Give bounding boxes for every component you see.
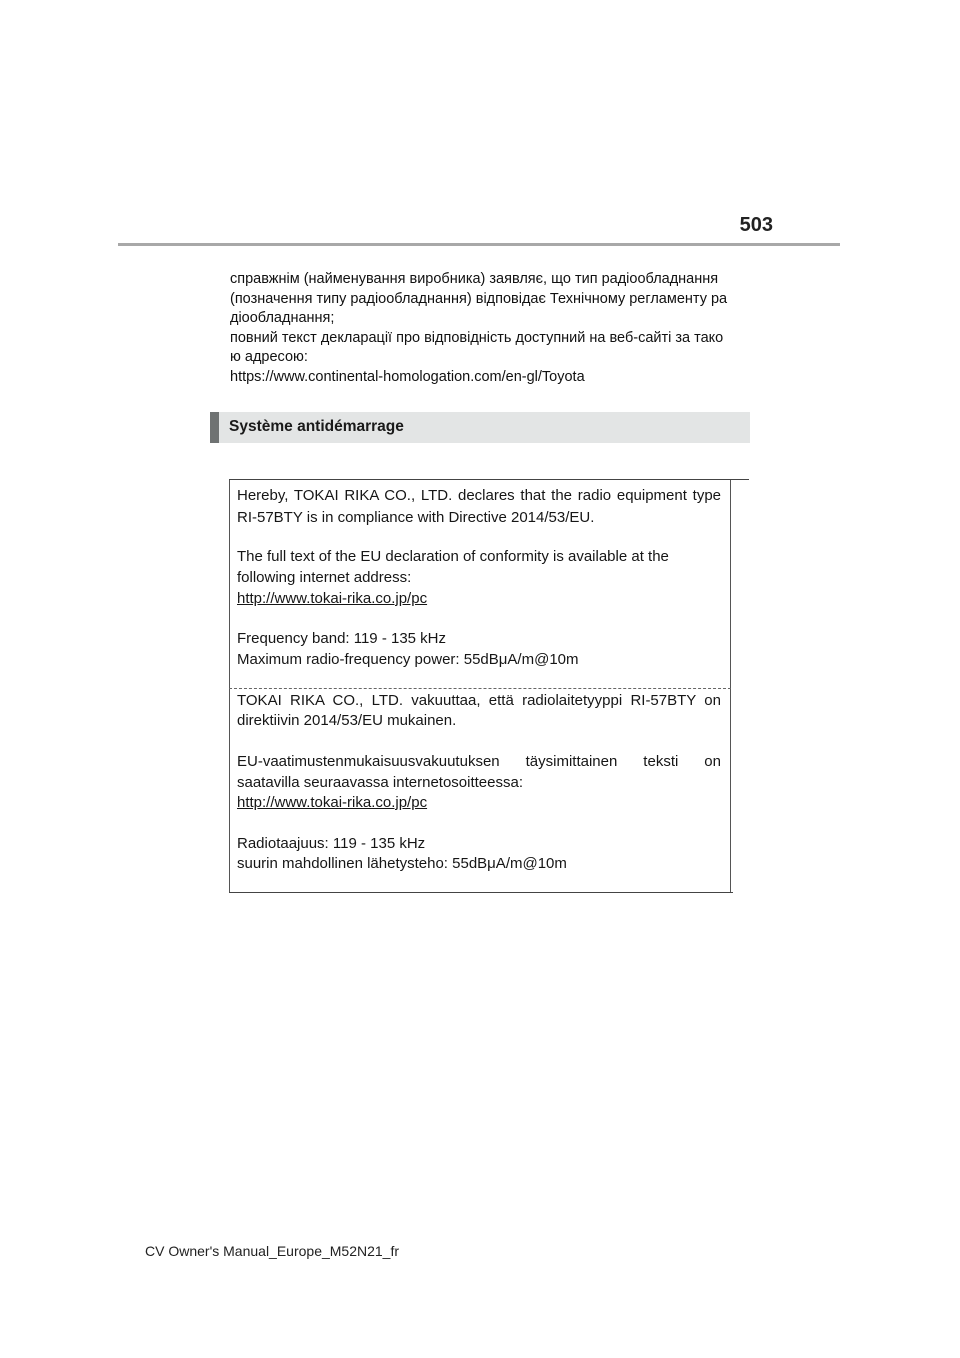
declaration-line: saatavilla seuraavassa internetosoitteessa: [237, 774, 523, 791]
declaration-line: RI-57BTY is in compliance with Directive 2014/53/EU. [237, 509, 595, 526]
scanned-declaration-frame [229, 479, 731, 892]
frequency-band: Radiotaajuus: 119 - 135 kHz [237, 835, 426, 852]
intro-line: ю адресою: [230, 349, 308, 365]
max-power: Maximum radio-frequency power: 55dBμA/m@10m [237, 651, 579, 668]
page-footer: CV Owner's Manual_Europe_M52N21_fr [145, 1243, 400, 1259]
declaration-line: TOKAI RIKA CO., LTD. vakuuttaa, että radiolaitetyyppi RI-57BTY on [237, 692, 721, 709]
scan-top-edge [229, 479, 749, 480]
declaration-link[interactable]: http://www.tokai-rika.co.jp/pc [237, 590, 428, 607]
scan-bottom-edge [229, 892, 733, 893]
max-power: suurin mahdollinen lähetysteho: 55dBμA/m@10m [237, 855, 567, 872]
scan-divider [229, 688, 731, 689]
declaration-line: The full text of the EU declaration of conformity is available at the [237, 548, 669, 565]
intro-line: повний текст декларації про відповідність доступний на веб-сайті за тако [230, 329, 724, 346]
intro-line: діообладнання; [230, 310, 335, 326]
header-rule [118, 243, 840, 246]
page-number: 503 [739, 214, 773, 236]
intro-line: (позначення типу радіообладнання) відповідає Технічному регламенту ра [230, 290, 728, 307]
intro-paragraph [230, 270, 750, 387]
frequency-band: Frequency band: 119 - 135 kHz [237, 630, 447, 647]
section-title: Système antidémarrage [229, 418, 404, 435]
declaration-line: direktiivin 2014/53/EU mukainen. [237, 712, 457, 729]
declaration-link[interactable]: http://www.tokai-rika.co.jp/pc [237, 794, 428, 811]
intro-line: справжнім (найменування виробника) заявляє, що тип радіообладнання [230, 271, 719, 287]
section-heading [210, 412, 750, 443]
declaration-line: EU-vaatimustenmukaisuusvakuutuksen täysimittainen teksti on [237, 753, 721, 770]
declaration-line: Hereby, TOKAI RIKA CO., LTD. declares that the radio equipment type [237, 487, 721, 504]
declaration-line: following internet address: [237, 569, 412, 586]
intro-url: https://www.continental-homologation.com/en-gl/Toyota [230, 368, 585, 385]
